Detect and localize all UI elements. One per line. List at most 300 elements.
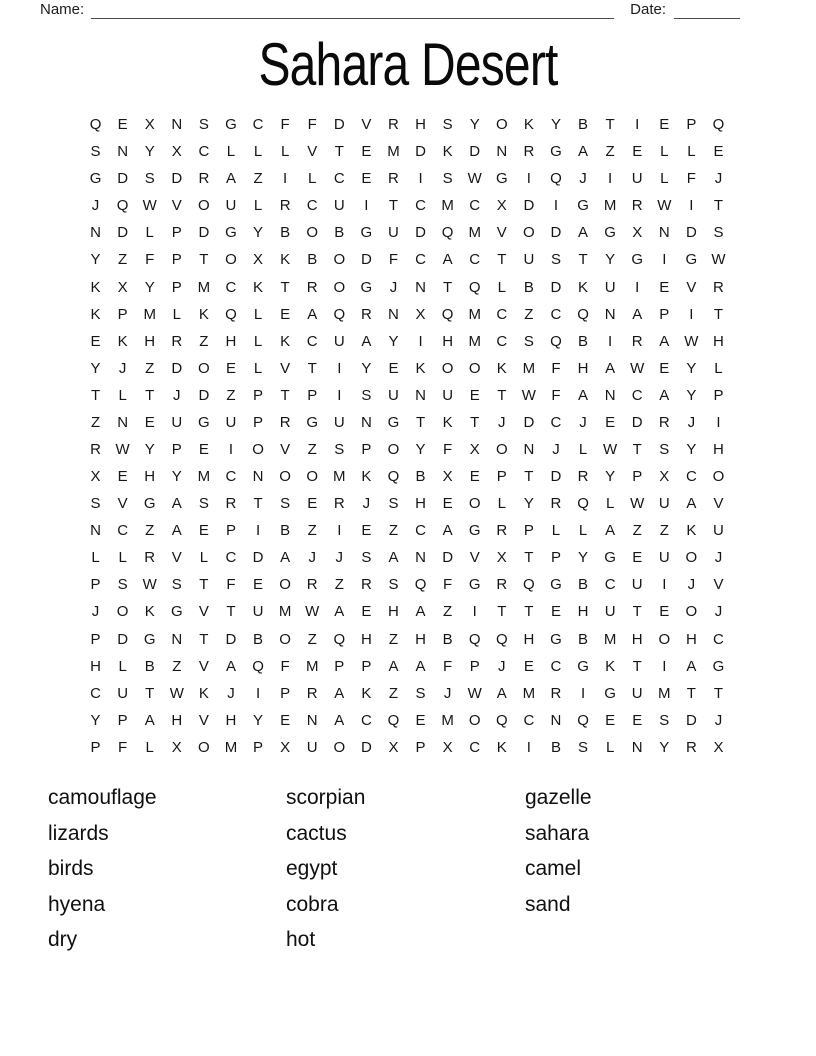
grid-letter: K	[605, 657, 616, 675]
grid-letter: P	[90, 738, 101, 756]
grid-letter: Y	[90, 711, 101, 729]
word-item: cactus	[286, 821, 347, 845]
grid-letter: M	[143, 305, 156, 323]
grid-letter: G	[604, 224, 616, 242]
grid-letter: Z	[388, 522, 399, 540]
grid-letter: Y	[578, 549, 589, 567]
grid-letter: O	[279, 576, 291, 594]
grid-letter: F	[307, 116, 317, 134]
grid-letter: X	[144, 116, 155, 134]
grid-letter: T	[199, 251, 209, 269]
puzzle-title: Sahara Desert	[258, 31, 558, 98]
grid-letter: T	[470, 413, 480, 431]
grid-letter: T	[524, 549, 534, 567]
grid-letter: K	[253, 278, 264, 296]
grid-letter: J	[362, 495, 371, 513]
grid-letter: W	[142, 576, 157, 594]
grid-letter: T	[497, 603, 507, 621]
grid-letter: I	[580, 684, 586, 702]
grid-letter: U	[333, 413, 345, 431]
grid-letter: P	[171, 278, 182, 296]
grid-letter: Q	[387, 711, 400, 729]
grid-letter: C	[550, 413, 562, 431]
grid-letter: L	[253, 332, 263, 350]
grid-letter: X	[90, 468, 101, 486]
grid-letter: G	[198, 413, 210, 431]
grid-letter: Y	[550, 116, 561, 134]
grid-letter: N	[388, 305, 399, 323]
grid-letter: R	[144, 549, 156, 567]
grid-letter: S	[198, 495, 209, 513]
grid-letter: P	[496, 468, 507, 486]
grid-letter: R	[496, 522, 508, 540]
grid-letter: B	[144, 657, 155, 675]
grid-letter: C	[550, 305, 562, 323]
grid-letter: I	[608, 170, 613, 188]
grid-letter: O	[712, 468, 725, 486]
grid-letter: Q	[577, 305, 589, 323]
grid-letter: G	[143, 495, 156, 513]
grid-letter: J	[335, 549, 344, 567]
grid-letter: E	[280, 305, 291, 323]
grid-letter: L	[714, 359, 723, 377]
grid-letter: Z	[388, 630, 399, 648]
grid-letter: S	[442, 170, 453, 188]
grid-letter: D	[333, 116, 345, 134]
grid-letter: L	[687, 143, 696, 161]
grid-letter: D	[171, 170, 183, 188]
grid-letter: K	[523, 116, 534, 134]
grid-letter: F	[443, 576, 453, 594]
grid-letter: Q	[712, 116, 725, 134]
grid-letter: U	[117, 684, 129, 702]
grid-letter: F	[551, 359, 561, 377]
grid-letter: R	[496, 576, 508, 594]
grid-letter: A	[334, 684, 345, 702]
grid-letter: H	[144, 468, 156, 486]
grid-letter: Y	[90, 251, 101, 269]
word-item: camel	[525, 857, 582, 881]
grid-letter: K	[442, 413, 453, 431]
grid-letter: C	[306, 197, 318, 215]
grid-letter: Q	[550, 332, 562, 350]
grid-letter: J	[389, 278, 398, 296]
grid-letter: I	[228, 440, 234, 458]
word-list	[48, 780, 592, 958]
grid-letter: K	[361, 468, 372, 486]
grid-letter: G	[360, 278, 373, 296]
grid-letter: C	[252, 116, 264, 134]
grid-letter: Q	[333, 630, 346, 648]
grid-letter: L	[497, 278, 506, 296]
grid-letter: Q	[387, 468, 400, 486]
grid-letter: C	[469, 738, 481, 756]
grid-letter: X	[496, 549, 507, 567]
grid-letter: Y	[686, 359, 697, 377]
grid-letter: E	[659, 359, 670, 377]
grid-letter: O	[333, 738, 346, 756]
grid-letter: K	[686, 522, 697, 540]
word-item: sahara	[525, 821, 590, 845]
grid-letter: X	[632, 224, 643, 242]
grid-letter: C	[496, 305, 508, 323]
grid-letter: G	[712, 657, 725, 675]
grid-letter: S	[334, 440, 345, 458]
grid-letter: D	[523, 413, 535, 431]
grid-letter: N	[658, 224, 670, 242]
letter-grid	[82, 111, 732, 761]
grid-letter: S	[198, 116, 209, 134]
grid-letter: C	[604, 576, 616, 594]
grid-letter: L	[253, 305, 263, 323]
grid-letter: A	[361, 332, 372, 350]
grid-letter: Z	[118, 251, 128, 269]
grid-letter: I	[635, 116, 640, 134]
grid-letter: L	[253, 143, 263, 161]
grid-letter: O	[198, 738, 210, 756]
word-item: hot	[286, 928, 316, 952]
grid-letter: Z	[226, 386, 236, 404]
grid-letter: A	[442, 251, 453, 269]
grid-letter: D	[198, 386, 210, 404]
word-item: birds	[48, 857, 94, 881]
grid-letter: K	[496, 738, 507, 756]
grid-letter: J	[443, 684, 452, 702]
grid-letter: M	[387, 143, 400, 161]
grid-letter: L	[118, 386, 127, 404]
grid-letter: V	[117, 495, 128, 513]
grid-letter: B	[578, 116, 589, 134]
grid-letter: H	[577, 359, 589, 377]
grid-letter: J	[498, 413, 506, 431]
grid-letter: W	[657, 197, 672, 215]
grid-letter: E	[469, 468, 480, 486]
grid-letter: M	[468, 224, 481, 242]
grid-letter: N	[604, 386, 616, 404]
grid-letter: I	[662, 251, 667, 269]
grid-letter: L	[578, 440, 588, 458]
grid-letter: Z	[145, 359, 155, 377]
grid-letter: I	[418, 170, 423, 188]
grid-letter: W	[169, 684, 184, 702]
grid-letter: S	[280, 495, 291, 513]
grid-letter: D	[415, 224, 426, 242]
grid-letter: T	[686, 684, 696, 702]
grid-letter: L	[660, 143, 669, 161]
grid-letter: Q	[468, 278, 481, 296]
grid-letter: Y	[415, 440, 426, 458]
grid-letter: P	[686, 116, 697, 134]
grid-letter: S	[713, 224, 724, 242]
grid-letter: O	[306, 468, 319, 486]
grid-letter: P	[361, 440, 372, 458]
grid-letter: E	[361, 143, 372, 161]
grid-letter: Z	[443, 603, 453, 621]
grid-letter: X	[388, 738, 399, 756]
grid-letter: P	[469, 657, 480, 675]
grid-letter: P	[171, 224, 182, 242]
grid-letter: Z	[307, 522, 317, 540]
grid-letter: E	[659, 278, 670, 296]
grid-letter: Z	[388, 684, 399, 702]
grid-letter: T	[443, 278, 453, 296]
grid-letter: L	[253, 359, 263, 377]
grid-letter: K	[578, 278, 589, 296]
grid-letter: I	[662, 576, 667, 594]
grid-letter: T	[713, 305, 724, 323]
grid-letter: U	[523, 251, 535, 269]
grid-letter: Z	[605, 143, 615, 161]
grid-letter: U	[306, 738, 318, 756]
grid-letter: L	[497, 495, 506, 513]
grid-letter: Y	[605, 468, 616, 486]
grid-letter: F	[443, 657, 453, 675]
grid-letter: C	[225, 549, 237, 567]
grid-letter: P	[225, 522, 236, 540]
grid-letter: W	[521, 386, 536, 404]
grid-letter: Q	[252, 657, 264, 675]
grid-letter: E	[198, 522, 209, 540]
grid-letter: R	[713, 278, 724, 296]
grid-letter: D	[631, 413, 643, 431]
grid-letter: A	[388, 549, 399, 567]
grid-letter: H	[144, 332, 156, 350]
grid-letter: O	[685, 603, 698, 621]
grid-letter: J	[227, 684, 235, 702]
grid-letter: A	[334, 711, 345, 729]
grid-letter: R	[225, 495, 237, 513]
grid-letter: Y	[659, 738, 670, 756]
grid-letter: I	[526, 738, 531, 756]
grid-letter: C	[469, 251, 481, 269]
grid-letter: N	[604, 305, 616, 323]
grid-letter: Z	[334, 576, 344, 594]
grid-letter: E	[307, 495, 318, 513]
grid-letter: C	[685, 468, 697, 486]
grid-letter: D	[550, 278, 562, 296]
grid-letter: I	[716, 413, 721, 431]
grid-letter: S	[361, 386, 372, 404]
grid-letter: T	[713, 684, 724, 702]
grid-letter: E	[225, 359, 236, 377]
grid-letter: V	[198, 603, 209, 621]
grid-letter: D	[415, 143, 426, 161]
grid-letter: S	[388, 495, 399, 513]
grid-letter: P	[117, 305, 128, 323]
grid-letter: H	[631, 630, 643, 648]
grid-letter: I	[364, 197, 369, 215]
grid-letter: Q	[225, 305, 237, 323]
word-item: hyena	[48, 892, 106, 916]
grid-letter: E	[144, 413, 155, 431]
grid-letter: M	[197, 278, 211, 296]
grid-letter: K	[90, 305, 101, 323]
grid-letter: C	[117, 522, 129, 540]
grid-letter: F	[443, 440, 453, 458]
grid-letter: C	[469, 197, 481, 215]
grid-letter: T	[578, 251, 588, 269]
grid-letter: U	[631, 170, 643, 188]
grid-letter: L	[280, 143, 290, 161]
grid-letter: E	[117, 116, 128, 134]
grid-letter: D	[225, 630, 237, 648]
grid-letter: T	[199, 630, 209, 648]
grid-letter: I	[635, 278, 640, 296]
grid-letter: Y	[144, 440, 155, 458]
grid-letter: M	[522, 359, 536, 377]
grid-letter: G	[577, 657, 589, 675]
grid-letter: T	[497, 251, 507, 269]
grid-letter: U	[388, 386, 399, 404]
grid-letter: R	[523, 143, 535, 161]
grid-letter: Q	[550, 170, 562, 188]
grid-letter: Z	[253, 170, 263, 188]
grid-letter: H	[90, 657, 101, 675]
grid-letter: W	[467, 170, 482, 188]
grid-letter: B	[334, 224, 345, 242]
grid-letter: U	[631, 576, 643, 594]
grid-letter: H	[415, 116, 426, 134]
grid-letter: E	[605, 711, 616, 729]
grid-letter: S	[90, 495, 101, 513]
grid-letter: J	[91, 603, 100, 621]
grid-letter: E	[632, 143, 643, 161]
grid-letter: E	[442, 495, 453, 513]
grid-letter: N	[171, 630, 183, 648]
grid-letter: N	[117, 143, 129, 161]
grid-letter: Y	[90, 359, 101, 377]
grid-letter: P	[632, 468, 643, 486]
grid-letter: G	[468, 522, 481, 540]
grid-letter: M	[278, 603, 292, 621]
grid-letter: J	[579, 170, 587, 188]
grid-letter: A	[415, 657, 426, 675]
grid-letter: L	[605, 738, 615, 756]
grid-letter: A	[415, 603, 426, 621]
grid-letter: E	[605, 413, 616, 431]
grid-letter: Q	[468, 630, 481, 648]
grid-letter: G	[468, 576, 481, 594]
grid-letter: Z	[199, 332, 209, 350]
grid-letter: M	[441, 711, 454, 729]
word-list-column	[525, 780, 592, 958]
grid-letter: L	[660, 170, 669, 188]
grid-letter: D	[685, 224, 697, 242]
grid-letter: I	[418, 332, 423, 350]
grid-letter: Y	[171, 468, 182, 486]
date-label: Date:	[630, 1, 666, 18]
grid-letter: J	[714, 711, 723, 729]
grid-letter: G	[685, 251, 698, 269]
grid-letter: E	[632, 711, 643, 729]
grid-letter: I	[337, 386, 342, 404]
grid-letter: Z	[524, 305, 534, 323]
grid-letter: T	[307, 359, 317, 377]
grid-letter: N	[496, 143, 508, 161]
grid-letter: J	[173, 386, 181, 404]
grid-letter: A	[578, 143, 589, 161]
grid-letter: C	[550, 657, 562, 675]
grid-letter: O	[198, 359, 210, 377]
grid-letter: L	[91, 549, 100, 567]
grid-letter: E	[361, 603, 372, 621]
grid-letter: R	[306, 576, 318, 594]
grid-letter: D	[442, 549, 454, 567]
grid-letter: C	[523, 711, 535, 729]
grid-letter: C	[496, 332, 508, 350]
grid-letter: Y	[361, 359, 372, 377]
word-item: dry	[48, 928, 78, 952]
grid-letter: T	[199, 576, 209, 594]
grid-letter: A	[442, 522, 453, 540]
grid-letter: A	[225, 170, 236, 188]
grid-letter: N	[415, 549, 426, 567]
grid-letter: Y	[686, 440, 697, 458]
grid-letter: O	[333, 278, 346, 296]
grid-letter: P	[280, 684, 291, 702]
grid-letter: T	[226, 603, 236, 621]
grid-letter: D	[252, 549, 264, 567]
grid-letter: Z	[90, 413, 101, 431]
grid-letter: O	[252, 440, 264, 458]
grid-letter: P	[253, 738, 264, 756]
grid-letter: P	[253, 413, 264, 431]
word-item: cobra	[286, 892, 339, 916]
grid-letter: D	[550, 224, 562, 242]
grid-letter: W	[630, 495, 645, 513]
grid-letter: N	[252, 468, 264, 486]
grid-letter: R	[279, 413, 291, 431]
grid-letter: I	[608, 332, 613, 350]
grid-letter: L	[199, 549, 209, 567]
grid-letter: N	[550, 711, 562, 729]
grid-letter: Q	[577, 711, 589, 729]
grid-letter: Q	[495, 711, 508, 729]
grid-letter: A	[171, 522, 182, 540]
word-list-column	[48, 780, 286, 958]
grid-letter: D	[550, 468, 562, 486]
grid-letter: N	[631, 738, 643, 756]
grid-letter: U	[713, 522, 724, 540]
grid-letter: L	[308, 170, 317, 188]
grid-letter: G	[225, 224, 237, 242]
grid-letter: T	[253, 495, 263, 513]
grid-letter: J	[714, 170, 723, 188]
grid-letter: N	[360, 413, 372, 431]
grid-letter: S	[90, 143, 101, 161]
grid-letter: I	[337, 522, 342, 540]
grid-letter: J	[552, 440, 560, 458]
grid-letter: R	[577, 468, 589, 486]
grid-letter: W	[305, 603, 320, 621]
grid-letter: A	[388, 657, 399, 675]
grid-letter: O	[279, 468, 291, 486]
grid-letter: E	[632, 549, 643, 567]
grid-letter: Q	[333, 305, 346, 323]
grid-letter: E	[253, 576, 264, 594]
grid-letter: S	[659, 440, 670, 458]
grid-letter: M	[603, 630, 617, 648]
grid-letter: L	[226, 143, 236, 161]
grid-letter: H	[523, 630, 535, 648]
grid-letter: N	[90, 522, 101, 540]
grid-letter: T	[388, 197, 399, 215]
grid-letter: R	[279, 197, 291, 215]
grid-letter: L	[172, 305, 181, 323]
grid-letter: G	[89, 170, 102, 188]
grid-letter: G	[550, 630, 562, 648]
grid-letter: C	[306, 332, 318, 350]
